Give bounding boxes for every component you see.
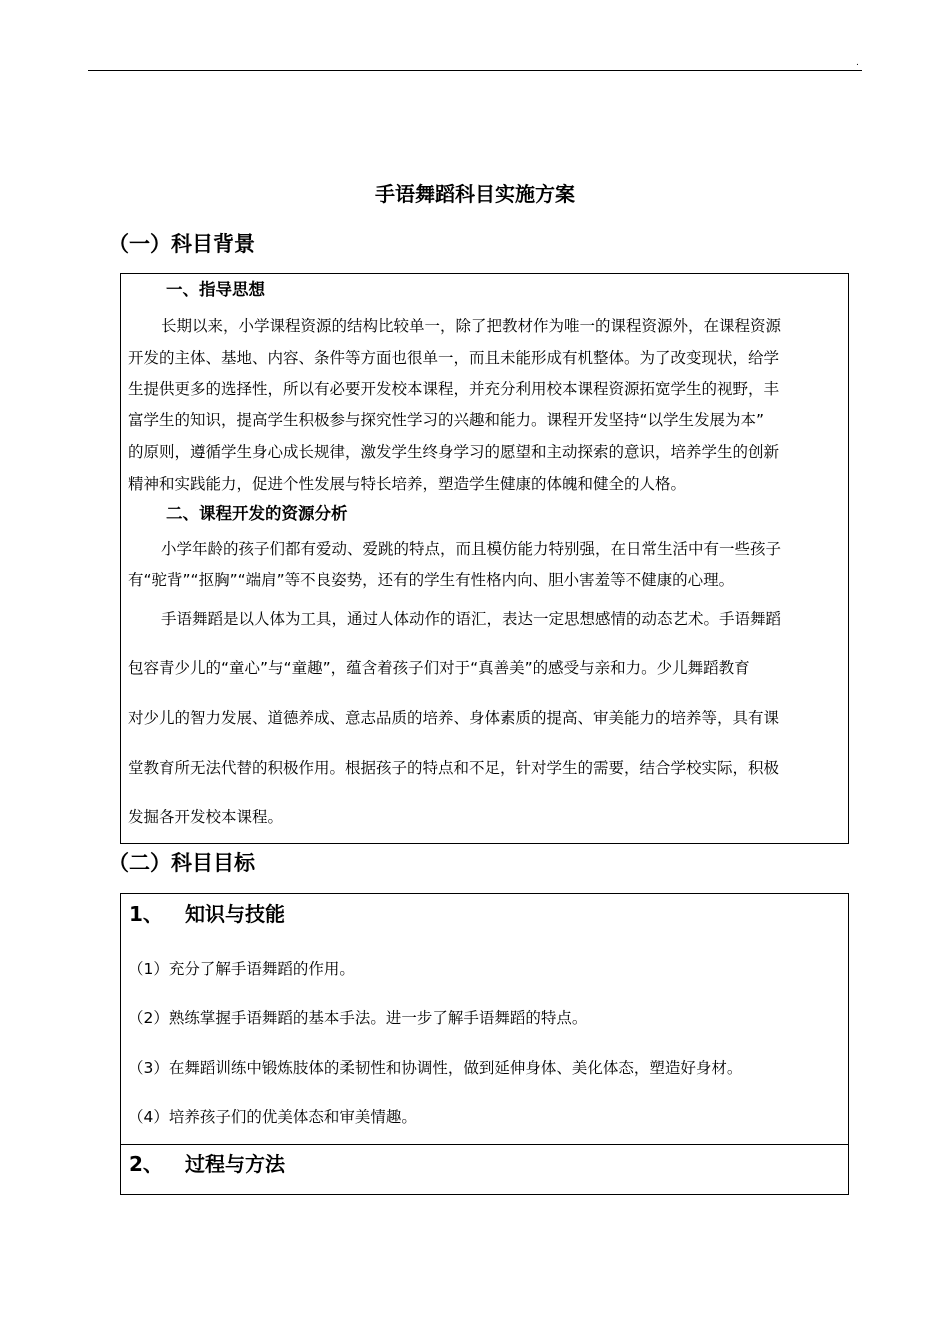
document-title: 手语舞蹈科目实施方案 [375, 182, 575, 206]
goals-box [120, 893, 849, 1195]
paragraph-line: 包容青少儿的“童心”与“童趣”，蕴含着孩子们对于“真善美”的感受与亲和力。少儿舞蹈教育 [128, 659, 750, 677]
paragraph-line: 手语舞蹈是以人体为工具，通过人体动作的语汇，表达一定思想感情的动态艺术。手语舞蹈 [161, 610, 782, 628]
paragraph-line: 精神和实践能力，促进个性发展与特长培养，塑造学生健康的体魄和健全的人格。 [128, 475, 687, 493]
paragraph-line: 长期以来，小学课程资源的结构比较单一，除了把教材作为唯一的课程资源外，在课程资源 [161, 317, 782, 335]
goal-item: （4）培养孩子们的优美体态和审美情趣。 [128, 1108, 417, 1126]
paragraph-line: 发掘各开发校本课程。 [128, 808, 284, 826]
paragraph-line: 生提供更多的选择性，所以有必要开发校本课程，并充分利用校本课程资源拓宽学生的视野，丰 [128, 380, 780, 398]
goal-item: （2）熟练掌握手语舞蹈的基本手法。进一步了解手语舞蹈的特点。 [128, 1009, 588, 1027]
paragraph-line: 对少儿的智力发展、道德养成、意志品质的培养、身体素质的提高、审美能力的培养等，具有课 [128, 709, 780, 727]
goal-heading-knowledge [129, 901, 285, 927]
header-rule [88, 70, 862, 71]
goal-item: （3）在舞蹈训练中锻炼肢体的柔韧性和协调性，做到延伸身体、美化体态，塑造好身材。 [128, 1059, 743, 1077]
goal-heading-process [129, 1151, 285, 1177]
paragraph-line: 富学生的知识，提高学生积极参与探究性学习的兴趣和能力。课程开发坚持“以学生发展为本” [128, 411, 765, 429]
header-dot: . [856, 58, 859, 68]
subheading-resource-analysis: 二、课程开发的资源分析 [166, 504, 348, 523]
goal-number: 2、 [129, 1152, 163, 1176]
paragraph-line: 有“驼背”“抠胸”“端肩”等不良姿势，还有的学生有性格内向、胆小害羞等不健康的心理。 [128, 571, 735, 589]
paragraph-line: 开发的主体、基地、内容、条件等方面也很单一，而且未能形成有机整体。为了改变现状，给学 [128, 349, 780, 367]
background-box [120, 273, 849, 844]
section-heading-goals: （二）科目目标 [108, 851, 255, 875]
subheading-guiding-thought: 一、指导思想 [166, 280, 265, 299]
section-heading-background: （一）科目背景 [108, 232, 255, 256]
goal-heading-label: 过程与方法 [185, 1152, 285, 1176]
table-divider [121, 1144, 848, 1145]
goal-number: 1、 [129, 902, 163, 926]
paragraph-line: 堂教育所无法代替的积极作用。根据孩子的特点和不足，针对学生的需要，结合学校实际，积极 [128, 759, 780, 777]
paragraph-line: 的原则，遵循学生身心成长规律，激发学生终身学习的愿望和主动探索的意识，培养学生的创新 [128, 443, 780, 461]
goal-item: （1）充分了解手语舞蹈的作用。 [128, 960, 355, 978]
paragraph-line: 小学年龄的孩子们都有爱动、爱跳的特点，而且模仿能力特别强，在日常生活中有一些孩子 [161, 540, 782, 558]
goal-heading-label: 知识与技能 [185, 902, 285, 926]
